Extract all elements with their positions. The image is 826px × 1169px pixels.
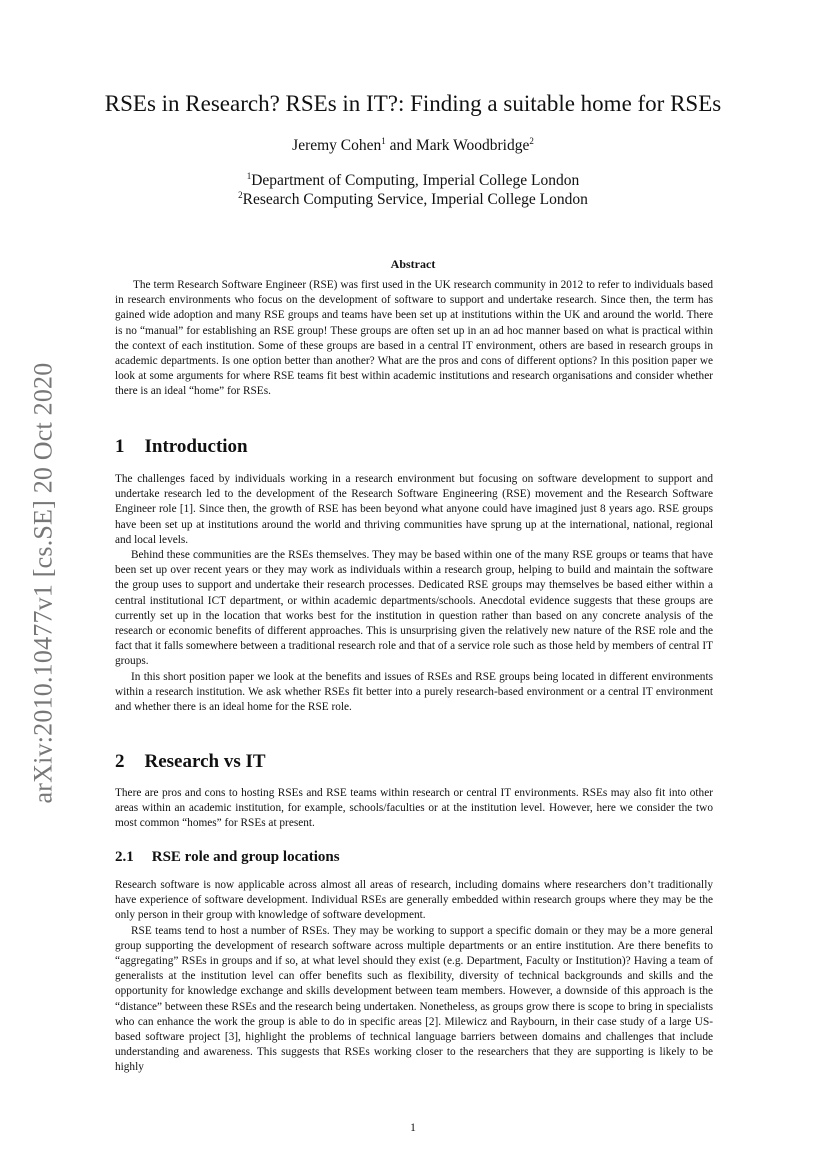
section-heading-introduction [115,436,713,458]
research-vs-it-body [115,786,713,832]
paper-title: RSEs in Research? RSEs in IT?: Finding a suitable home for RSEs [104,91,722,116]
section-number: 1 [115,436,125,457]
introduction-body [115,472,713,715]
paragraph: Behind these communities are the RSEs themselves. They may be based within one of the many RSE groups or teams that have been set up over recent years or they may work as individuals within a research group, helping to build and maintain the software the group uses to support and undertake their research processes. Dedicated RSE groups may themselves be based either within a central institutional ICT department, or within academic departments/schools. Anecdotal evidence suggests that these groups are currently set up in the location that works best for the institution in question rather than based on any concrete analysis of the research or economic benefits of different approaches. This is unsurprising given the relatively new nature of the RSE role and the fact that it falls somewhere between a traditional research role and that of a service role such as those held by members of central IT groups. [115,549,713,668]
rse-locations-body [115,878,713,1076]
author-name: Mark Woodbridge [415,137,530,154]
subsection-number: 2.1 [115,849,134,865]
paragraph: In this short position paper we look at the benefits and issues of RSEs and RSE groups being located in different environments within a research institution. We ask whether RSEs fit better into a purely research-based environment or a central IT environment and whether there is an ideal home for the RSE role. [115,670,713,714]
author-name: Jeremy Cohen [292,137,382,154]
affiliation-mark: 1 [246,171,252,181]
affiliation: $^2$Research Computing Service, Imperial College London [238,190,588,208]
abstract-heading: Abstract [390,257,436,271]
section-heading-research-vs-it [115,751,713,773]
subsection-title: RSE role and group locations [151,849,340,865]
affiliation-mark: 2 [238,190,243,200]
affiliation-mark: 1 [381,136,386,146]
affiliation: $^1$Department of Computing, Imperial College London [246,171,580,189]
paragraph: RSE teams tend to host a number of RSEs. They may be working to support a specific domain or they may be a more general group supporting the development of research software across multiple departments or an entire institution. Are there benefits to “aggregating” RSEs in groups and if so, at what level should they exist (e.g. Department, Faculty or Institution)? Having a team of generalists at the institution level can offer benefits such as flexibility, diversity of technical backgrounds and skills and the opportunity for knowledge exchange and skills development between team members. However, a downside of this approach is the “distance” between these RSEs and the research being undertaken. Nonetheless, as groups grow there is scope to bring in specialists who can enhance the work the group is able to do in specific areas [2]. Milewicz and Raybourn, in their case study of a large US-based software project [3], highlight the problems of technical language barriers between domains and challenges that include understanding and awareness. This suggests that RSEs working closer to the researchers that they are supporting is likely to be highly [115,924,713,1074]
arxiv-identifier: arXiv:2010.10477v1 [cs.SE] 20 Oct 2020 [28,362,58,804]
paragraph: The challenges faced by individuals working in a research environment but focusing on software development to support and undertake research led to the development of the Research Software Engineering (RSE) movement and the Research Software Engineer role [1]. Since then, the growth of RSE has been beyond what anyone could have imagined just 8 years ago. RSE groups have been set up at institutions around the world and thriving communities have sprung up at the international, national, regional and local levels. [115,473,713,546]
paragraph: There are pros and cons to hosting RSEs and RSE teams within research or central IT environments. RSEs may also fit into other areas within an academic institution, for example, schools/faculties or at the institution level. However, here we consider the two most common “homes” for RSEs at present. [115,787,713,830]
subsection-heading-rse-locations [115,849,713,866]
page-number: 1 [410,1122,416,1134]
author-joiner: and [385,137,416,154]
section-title: Research vs IT [144,751,266,772]
abstract-text: The term Research Software Engineer (RSE) was first used in the UK research community in 2012 to refer to individuals based in research environments who focus on the development of software to support and undertake research. Since then, the term has gained wide adoption and many RSE groups and teams have been set up at institutions within the UK and around the world. There is no “manual” for establishing an RSE group! These groups are often set up in an ad hoc manner based on what is practical within the context of each institution. Some of these groups are based in a central IT environment, others are based in research groups in academic departments. Is one option better than another? What are the pros and cons of different options? In this position paper we look at some arguments for where RSE teams fit best within academic institutions and research organisations and consider whether there is an ideal “home” for RSEs. [115,279,713,398]
paragraph: Research software is now applicable across almost all areas of research, including domains where researchers don’t traditionally have experience of software development. Individual RSEs are generally embedded within research groups where they may be the only person in their group with knowledge of software development. [115,879,713,922]
affiliation-list [70,171,756,209]
section-number: 2 [115,751,125,772]
author-list [70,137,756,155]
affiliation-mark: 2 [529,136,534,146]
section-title: Introduction [144,436,248,457]
